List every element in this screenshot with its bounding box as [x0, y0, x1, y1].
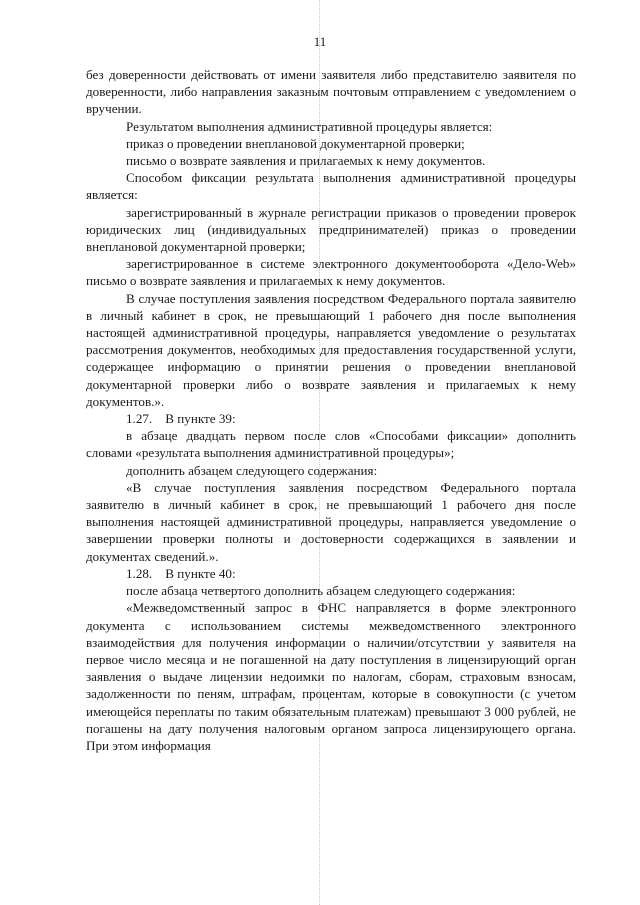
paragraph: В случае поступления заявления посредством Федерального портала заявителю в личный кабинет в срок, не превышающий 1 рабочего дня после выполнения настоящей административной процедуры, направляется уведомление о результатах рассмотрения документов, необходимых для предоставления государственной услуги, содержащее информацию о принятии решения о проведении внеплановой документарной проверки либо о возврате заявления и прилагаемых к нему документов.».: [86, 290, 576, 409]
paragraph: приказ о проведении внеплановой документарной проверки;: [126, 135, 465, 151]
paragraph: «Межведомственный запрос в ФНС направляется в форме электронного документа с использованием системы межведомственного электронного взаимодействия для получения информации о наличии/отсутствии у заявителя на первое число месяца и не погашенной на дату поступления в лицензирующий орган заявления о выдаче лицензии недоимки по налогам, сборам, страховым взносам, задолженности по пеням, штрафам, процентам, которые в совокупности (с учетом имеющейся переплаты по таким обязательным платежам) превышают 3 000 рублей, не погашены на дату получения налоговым органом запроса лицензирующего органа. При этом информация: [86, 600, 576, 753]
paragraph: «В случае поступления заявления посредством Федерального портала заявителю в личный кабинет в срок, не превышающий 1 рабочего дня после выполнения настоящей административной процедуры, направляется уведомление о завершении проверки полноты и достоверности содержащихся в заявлении и документах сведений.».: [86, 479, 576, 564]
section-heading: 1.27. В пункте 39:: [126, 411, 236, 427]
paragraph: зарегистрированное в системе электронного документооборота «Дело-Web» письмо о возврате заявления и прилагаемых к нему документов.: [86, 256, 576, 289]
paragraph: дополнить абзацем следующего содержания:: [126, 462, 378, 478]
paragraph: Результатом выполнения административной процедуры является:: [126, 118, 493, 134]
paragraph: в абзаце двадцать первом после слов «Способами фиксации» дополнить словами «результата выполнения административной процедуры»;: [86, 428, 576, 461]
document-body: [86, 66, 576, 754]
paragraph: Способом фиксации результата выполнения административной процедуры является:: [86, 170, 576, 203]
paragraph: письмо о возврате заявления и прилагаемых к нему документов.: [126, 153, 486, 169]
paragraph: после абзаца четвертого дополнить абзацем следующего содержания:: [126, 583, 516, 599]
paragraph: без доверенности действовать от имени заявителя либо представителю заявителя по доверенности, либо направления заказным почтовым отправлением с уведомлением о вручении.: [86, 67, 576, 117]
section-heading: 1.28. В пункте 40:: [126, 565, 236, 581]
paragraph: зарегистрированный в журнале регистрации приказов о проведении проверок юридических лиц (индивидуальных предпринимателей) приказ о проведении внеплановой документарной проверки;: [86, 204, 576, 255]
page-number: 11: [313, 34, 327, 49]
